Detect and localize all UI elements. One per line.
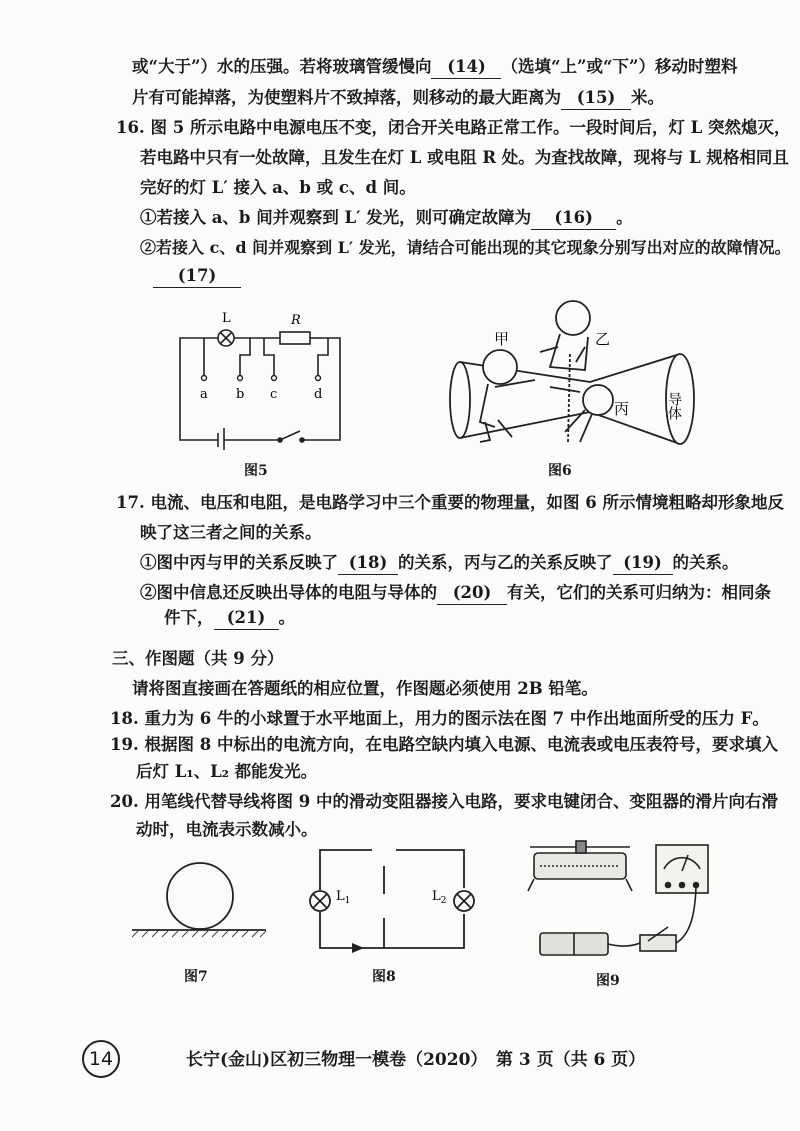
q17-sub-2: ②图中信息还反映出导体的电阻与导体的 (20) 有关，它们的关系可归纳为：相同条 [140,582,771,605]
q18-number: 18. [110,709,139,728]
fig5-terminal-d: d [314,387,323,402]
fig5-lamp-label: L [222,311,231,326]
q16-line-2: 若电路中只有一处故障，且发生在灯 L 或电阻 R 处。为查找故障，现将与 L 规格相同且 [140,148,789,167]
q17-line-2: 映了这三者之间的关系。 [140,523,322,542]
fig5-terminal-c: c [270,387,278,402]
figure-9-apparatus [520,835,720,965]
q18-line: 18. 重力为 6 牛的小球置于水平地面上，用力的图示法在图 7 中作出地面所受的压力 F。 [110,709,769,728]
fig8-l1-label: $L_1$ [336,889,351,906]
blank-19[interactable]: (19) [613,552,673,575]
fig5-resistor-label: R [291,313,301,328]
figure-7-caption: 图7 [184,969,208,985]
figure-6-caption: 图6 [548,463,572,479]
figure-7-ball-on-ground [126,858,276,938]
blank-20[interactable]: (20) [437,582,507,605]
q16-sub-2: ②若接入 c、d 间并观察到 L′ 发光，请结合可能出现的其它现象分别写出对应的故障情况。 [140,238,791,257]
q19-line-2: 后灯 L₁、L₂ 都能发光。 [136,762,318,781]
q16-line-3: 完好的灯 L′ 接入 a、b 或 c、d 间。 [140,178,416,197]
blank-16[interactable]: (16) [531,207,616,230]
page-mark: 14 [82,1040,120,1078]
figure-5-caption: 图5 [244,463,268,479]
blank-14[interactable]: (14) [431,56,501,79]
fig5-terminal-a: a [200,387,208,402]
figure-8-caption: 图8 [372,969,396,985]
fig6-label-conductor: 导体 [666,392,682,420]
q17-sub-1: ①图中丙与甲的关系反映了 (18) 的关系，丙与乙的关系反映了 (19) 的关系。 [140,552,739,575]
q16-sub-1: ①若接入 a、b 间并观察到 L′ 发光，则可确定故障为 (16) 。 [140,207,633,230]
q20-line-2: 动时，电流表示数减小。 [136,820,318,839]
fig6-label-yi: 乙 [595,330,611,348]
q16-number: 16. [116,118,145,137]
q16-line-1: 16. 图 5 所示电路中电源电压不变，闭合开关电路正常工作。一段时间后，灯 L 突然熄灭， [116,118,791,137]
section-3-heading: 三、作图题（共 9 分） [112,649,284,668]
q20-line-1: 20. 用笔线代替导线将图 9 中的滑动变阻器接入电路，要求电键闭合、变阻器的滑片向右滑 [110,792,778,811]
blank-15[interactable]: (15) [561,87,631,110]
q17-line-1: 17. 电流、电压和电阻，是电路学习中三个重要的物理量，如图 6 所示情境粗略却形象地反 [116,493,784,512]
q17-sub-3: 件下， (21) 。 [164,607,295,630]
fig5-terminal-b: b [236,387,245,402]
figure-5-circuit [160,300,360,450]
q16-blank-17-line [153,265,241,288]
q19-number: 19. [110,735,139,754]
figure-9-caption: 图9 [596,973,620,989]
fig6-label-bing: 丙 [614,400,630,418]
q17-number: 17. [116,493,145,512]
page-footer: 长宁(金山)区初三物理一模卷（2020） 第 3 页（共 6 页） [186,1050,646,1070]
blank-17[interactable]: (17) [153,265,241,288]
figure-8-circuit [284,844,484,956]
blank-18[interactable]: (18) [338,552,398,575]
fig8-l2-label: $L_2$ [432,889,447,906]
q15-line-2: 片有可能掉落，为使塑料片不致掉落，则移动的最大距离为 (15) 米。 [132,87,664,110]
q20-number: 20. [110,792,139,811]
section-3-note: 请将图直接画在答题纸的相应位置，作图题必须使用 2B 铅笔。 [132,679,598,698]
figure-6-illustration [440,292,710,462]
q15-line-1: 或“大于”）水的压强。若将玻璃管缓慢向 (14) （选填“上”或“下”）移动时塑料 [132,56,737,79]
blank-21[interactable]: (21) [214,607,279,630]
q19-line-1: 19. 根据图 8 中标出的电流方向，在电路空缺内填入电源、电流表或电压表符号，要求填入 [110,735,778,754]
fig6-label-jia: 甲 [494,330,510,348]
